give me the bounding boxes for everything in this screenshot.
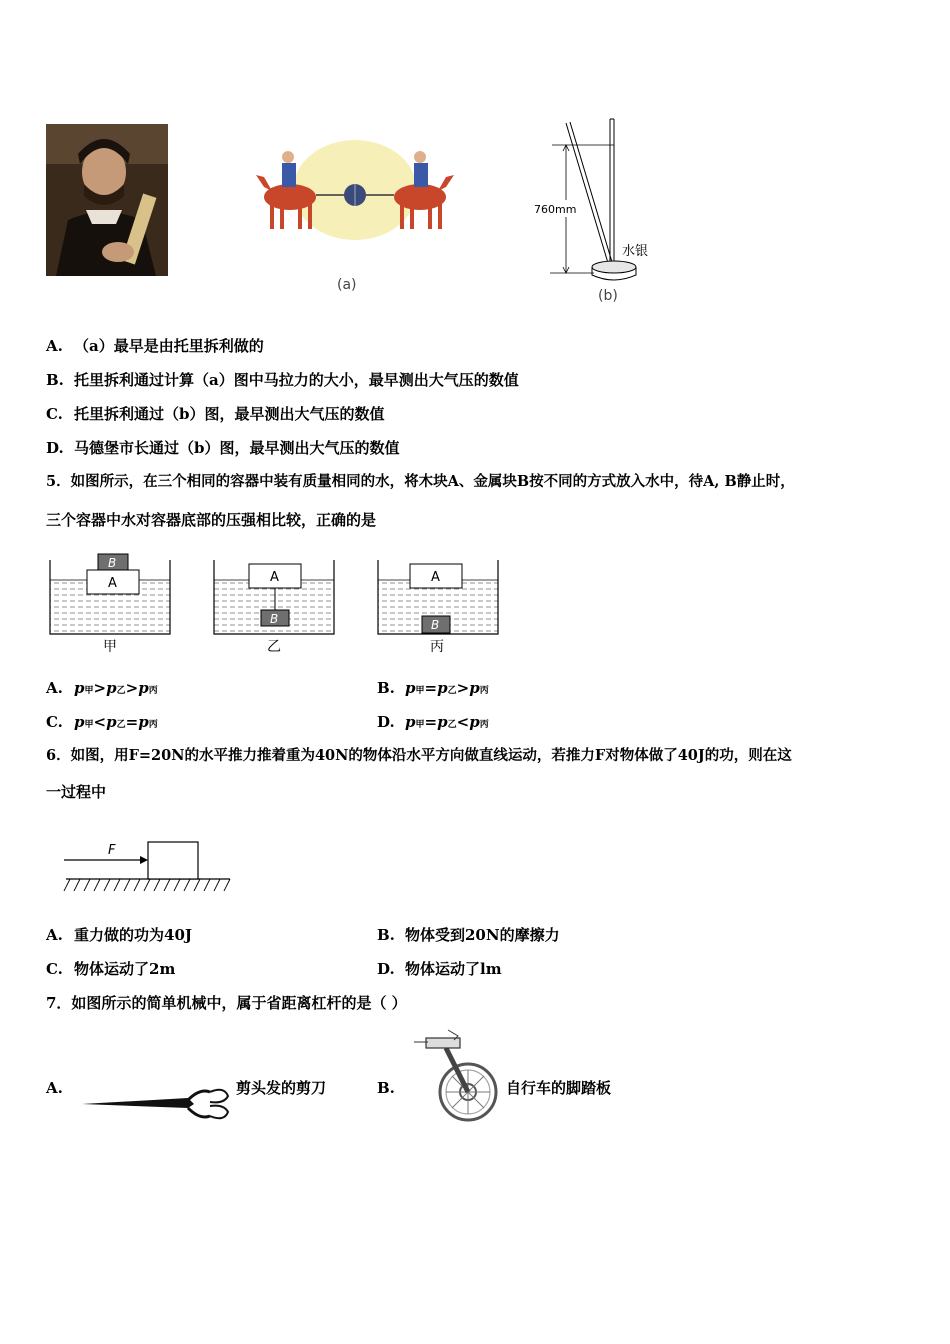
q5-stem-line2: 三个容器中水对容器底部的压强相比较，正确的是 (46, 511, 377, 529)
mercury-height-label: 760mm (534, 203, 577, 216)
q4-option-d: D. 马德堡市长通过（b）图，最早测出大气压的数值 (46, 439, 400, 457)
q7-stem: 7．如图所示的简单机械中，属于省距离杠杆的是（ ） (46, 994, 407, 1012)
q5-option-b: B. p甲=p乙>p丙 (377, 679, 489, 697)
q5-option-d: D. p甲=p乙<p丙 (377, 713, 489, 731)
q7-option-b-text: 自行车的脚踏板 (506, 1079, 612, 1097)
container2-block-a: A (270, 570, 279, 585)
q6-stem-line2: 一过程中 (46, 783, 107, 801)
container3-block-a: A (431, 570, 440, 585)
q6-option-d: D. 物体运动了lm (377, 960, 502, 978)
figure-a-caption: (a) (337, 277, 357, 293)
container-label-jia: 甲 (103, 639, 117, 655)
q5-option-a: A. p甲>p乙>p丙 (46, 679, 158, 697)
force-label: F (108, 843, 116, 858)
container2-block-b: B (270, 612, 279, 626)
torricelli-tube-figure (530, 115, 660, 295)
magdeburg-hemispheres-figure (250, 135, 460, 250)
q7-option-a-letter: A. (46, 1079, 63, 1097)
q6-option-a: A. 重力做的功为40J (46, 926, 192, 944)
mercury-label: 水银 (622, 244, 649, 259)
q6-option-b: B. 物体受到20N的摩擦力 (377, 926, 560, 944)
bicycle-pedal-figure (408, 1026, 503, 1126)
container1-block-a: A (108, 576, 117, 591)
push-block-figure (62, 836, 234, 898)
q6-option-c: C. 物体运动了2m (46, 960, 176, 978)
container-label-yi: 乙 (267, 639, 281, 655)
q5-option-c: C. p甲<p乙=p丙 (46, 713, 158, 731)
torricelli-portrait (46, 124, 168, 276)
containers-figure (46, 550, 506, 660)
container1-block-b: B (108, 556, 117, 570)
q6-stem-line1: 6．如图，用F=20N的水平推力推着重为40N的物体沿水平方向做直线运动，若推力F对物体做了40J的功，则在这 (46, 747, 792, 764)
q4-option-b: B. 托里拆利通过计算（a）图中马拉力的大小，最早测出大气压的数值 (46, 371, 519, 389)
figure-b-caption: (b) (598, 288, 618, 304)
q7-option-a-text: 剪头发的剪刀 (236, 1079, 327, 1097)
q5-stem-line1: 5．如图所示，在三个相同的容器中装有质量相同的水，将木块A、金属块B按不同的方式放入水中，待A, B静止时， (46, 473, 795, 490)
scissors-figure (78, 1082, 238, 1126)
container3-block-b: B (431, 618, 440, 632)
q4-option-a: A. （a）最早是由托里拆利做的 (46, 337, 264, 355)
q7-option-b-letter: B. (377, 1079, 395, 1097)
q4-option-c: C. 托里拆利通过（b）图，最早测出大气压的数值 (46, 405, 385, 423)
container-label-bing: 丙 (430, 639, 444, 655)
